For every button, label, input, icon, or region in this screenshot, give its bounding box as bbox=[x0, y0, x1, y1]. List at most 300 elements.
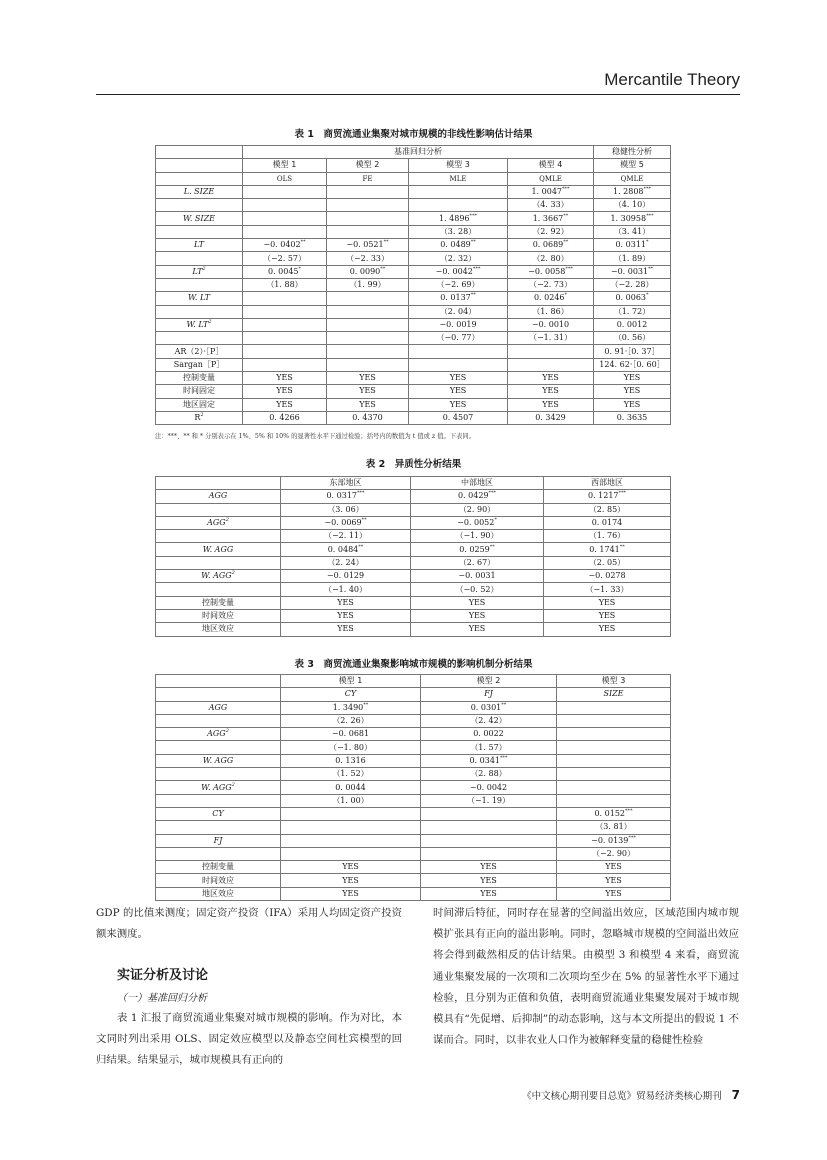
table3-caption: 表 3 商贸流通业集聚影响城市规模的影响机制分析结果 bbox=[294, 659, 533, 670]
table3-models-row bbox=[156, 675, 671, 688]
table1-cell: YES bbox=[243, 372, 327, 385]
table1-row-label bbox=[156, 278, 243, 291]
table1-cell: （1. 72） bbox=[594, 305, 671, 318]
table3-cell: （−1. 80） bbox=[281, 741, 421, 754]
table3-row bbox=[156, 834, 671, 847]
table1-cell: 0. 91·［0. 37］ bbox=[594, 345, 671, 358]
table2-cell: （−1. 40） bbox=[281, 583, 411, 596]
table1-cell: 0. 0689** bbox=[508, 239, 594, 252]
table2-cell: （−1. 90） bbox=[411, 530, 544, 543]
table3-row bbox=[156, 754, 671, 767]
table2-row bbox=[156, 583, 671, 596]
table1-row-label bbox=[156, 225, 243, 238]
table2-cell: YES bbox=[281, 596, 411, 609]
table3-dep: SIZE bbox=[557, 688, 671, 701]
table1-cell: YES bbox=[594, 372, 671, 385]
table2-row bbox=[156, 490, 671, 503]
table1-cell bbox=[243, 212, 327, 225]
table1-row bbox=[156, 292, 671, 305]
table1-cell: −0. 0402** bbox=[243, 239, 327, 252]
table1-cell bbox=[327, 225, 409, 238]
table1-row bbox=[156, 345, 671, 358]
table1-cell bbox=[243, 199, 327, 212]
table1-cell: （−2. 28） bbox=[594, 278, 671, 291]
table1-cell bbox=[327, 212, 409, 225]
table2-cell: （2. 90） bbox=[411, 503, 544, 516]
table1-row-label bbox=[156, 252, 243, 265]
table1-cell: （2. 32） bbox=[409, 252, 508, 265]
table1-cell: （1. 89） bbox=[594, 252, 671, 265]
table1-row-label: 地区固定 bbox=[156, 398, 243, 411]
table1-method: FE bbox=[327, 172, 409, 185]
table3-cell: （1. 57） bbox=[421, 741, 557, 754]
table3-cell bbox=[557, 794, 671, 807]
table2-row bbox=[156, 609, 671, 622]
table1-cell: 0. 0045* bbox=[243, 265, 327, 278]
table1-cell: （−2. 73） bbox=[508, 278, 594, 291]
table1-cell: （2. 92） bbox=[508, 225, 594, 238]
table3-cell: YES bbox=[421, 874, 557, 887]
table2-row-label: W. AGG bbox=[156, 543, 281, 556]
table1-row bbox=[156, 239, 671, 252]
table2-col-east: 东部地区 bbox=[281, 477, 411, 490]
table3-row-label: W. AGG bbox=[156, 754, 281, 767]
table1-row-label: Sargan［P］ bbox=[156, 358, 243, 371]
table1-cell: 1. 0047*** bbox=[508, 185, 594, 198]
table3-cell: （1. 52） bbox=[281, 768, 421, 781]
table1-model: 模型 5 bbox=[594, 159, 671, 172]
table2-cell: 0. 0259** bbox=[411, 543, 544, 556]
table2-cell: 0. 0429*** bbox=[411, 490, 544, 503]
table2-cell: −0. 0031 bbox=[411, 570, 544, 583]
table1-cell: 0. 4507 bbox=[409, 411, 508, 424]
table2-col-west: 西部地区 bbox=[544, 477, 671, 490]
table3-row bbox=[156, 701, 671, 714]
table2-row-label bbox=[156, 556, 281, 569]
table1-cell: 1. 3667** bbox=[508, 212, 594, 225]
table1-row-label: $R^2$ bbox=[156, 411, 243, 424]
table1-cell: 0. 0012 bbox=[594, 318, 671, 331]
table1-cell: −0. 0058*** bbox=[508, 265, 594, 278]
table1-cell: 0. 0246* bbox=[508, 292, 594, 305]
table1-cell: YES bbox=[508, 385, 594, 398]
table1-cell bbox=[243, 332, 327, 345]
table2 bbox=[155, 476, 671, 637]
table1-cell: 0. 0063* bbox=[594, 292, 671, 305]
table1-cell bbox=[243, 305, 327, 318]
table3-cell: （−1. 19） bbox=[421, 794, 557, 807]
table3-cell: 0. 0301** bbox=[421, 701, 557, 714]
table3-dep: CY bbox=[281, 688, 421, 701]
table3-cell: −0. 0681 bbox=[281, 728, 421, 741]
table1-cell: （−2. 69） bbox=[409, 278, 508, 291]
table3-row bbox=[156, 728, 671, 741]
table3-cell bbox=[421, 807, 557, 820]
table1-row bbox=[156, 212, 671, 225]
table1-cell: （4. 33） bbox=[508, 199, 594, 212]
table2-cell: YES bbox=[411, 623, 544, 636]
table2-cell: YES bbox=[544, 596, 671, 609]
table3-cell: （2. 88） bbox=[421, 768, 557, 781]
table2-row bbox=[156, 543, 671, 556]
table1-method: MLE bbox=[409, 172, 508, 185]
subsection-title: （一）基准回归分析 bbox=[117, 993, 207, 1004]
table2-row bbox=[156, 596, 671, 609]
table1-cell bbox=[327, 345, 409, 358]
table3-cell bbox=[557, 754, 671, 767]
table1-cell: −0. 0010 bbox=[508, 318, 594, 331]
table1-row-label: AR（2）·［P］ bbox=[156, 345, 243, 358]
table3-cell: −0. 0042 bbox=[421, 781, 557, 794]
table1-row-label bbox=[156, 332, 243, 345]
table1-cell bbox=[327, 332, 409, 345]
table1-cell bbox=[243, 318, 327, 331]
table1-row-label bbox=[156, 305, 243, 318]
table1-cell: （−0. 77） bbox=[409, 332, 508, 345]
table2-cell: YES bbox=[411, 596, 544, 609]
table3-cell: （3. 81） bbox=[557, 821, 671, 834]
table3-cell bbox=[557, 768, 671, 781]
table1-cell: （3. 28） bbox=[409, 225, 508, 238]
table1-cell: YES bbox=[243, 398, 327, 411]
table3-cell bbox=[421, 821, 557, 834]
table3-row-label: CY bbox=[156, 807, 281, 820]
table1-cell: （1. 99） bbox=[327, 278, 409, 291]
table3-row-label: 时间效应 bbox=[156, 874, 281, 887]
table1-cell: 0. 0090** bbox=[327, 265, 409, 278]
table1-cell: YES bbox=[508, 372, 594, 385]
table3-cell: （1. 00） bbox=[281, 794, 421, 807]
table1-group-baseline: 基准回归分析 bbox=[243, 146, 594, 159]
table1-model: 模型 2 bbox=[327, 159, 409, 172]
table2-cell: （3. 06） bbox=[281, 503, 411, 516]
table2-cell: 0. 0317*** bbox=[281, 490, 411, 503]
table1-row bbox=[156, 265, 671, 278]
table1-model: 模型 1 bbox=[243, 159, 327, 172]
table3-row-label: FJ bbox=[156, 834, 281, 847]
table1-row-label: $LT^2$ bbox=[156, 265, 243, 278]
right-body-paragraph: 时间滞后特征，同时存在显著的空间溢出效应，区域范围内城市规模扩张具有正向的溢出影响。同时，忽略城市规模的空间溢出效应将会得到截然相反的估计结果。由模型 3 和模型 4 来看，商贸流通业集聚发展的一次项和二次项均至少在 5% 的显著性水平下通过检验，且分别为正值和负值，表明商贸流通业集聚发展对于城市规模具有“先促增、后抑制”的动态影响，这与本文所提出的假说 1 不谋而合。同时，以非农业人口作为被解释变量的稳健性检验 bbox=[433, 907, 739, 1047]
table3-row-label: AGG$^2$ bbox=[156, 728, 281, 741]
table1-cell: YES bbox=[594, 385, 671, 398]
table1-cell bbox=[409, 199, 508, 212]
table1-cell: 0. 4370 bbox=[327, 411, 409, 424]
table3-row bbox=[156, 768, 671, 781]
table3-row-label: AGG bbox=[156, 701, 281, 714]
table1-cell bbox=[243, 358, 327, 371]
table1-row bbox=[156, 318, 671, 331]
table2-row bbox=[156, 556, 671, 569]
table1-row-label bbox=[156, 199, 243, 212]
table2-cell: 0. 0484** bbox=[281, 543, 411, 556]
table1-row bbox=[156, 278, 671, 291]
table1-cell bbox=[243, 185, 327, 198]
left-intro-paragraph: GDP 的比值来测度；固定资产投资（IFA）采用人均固定资产投资额来测度。 bbox=[96, 907, 402, 941]
table1-row bbox=[156, 252, 671, 265]
table3-cell bbox=[557, 781, 671, 794]
table1-cell: YES bbox=[327, 372, 409, 385]
footer-source: 《中文核心期刊要目总览》贸易经济类核心期刊 bbox=[522, 1091, 722, 1102]
table2-row bbox=[156, 530, 671, 543]
table3-cell bbox=[557, 701, 671, 714]
table1-cell: −0. 0042*** bbox=[409, 265, 508, 278]
table1-cell bbox=[409, 345, 508, 358]
table1-cell bbox=[508, 345, 594, 358]
table2-cell: （2. 05） bbox=[544, 556, 671, 569]
table1-cell bbox=[409, 358, 508, 371]
table1-row-label: 控制变量 bbox=[156, 372, 243, 385]
table2-cell: （−2. 11） bbox=[281, 530, 411, 543]
table3-deps-row bbox=[156, 688, 671, 701]
table3-row-label bbox=[156, 768, 281, 781]
table1-row-label: LT bbox=[156, 239, 243, 252]
table3-cell: YES bbox=[281, 887, 421, 900]
table2-row-label: 控制变量 bbox=[156, 596, 281, 609]
table3-row-label bbox=[156, 794, 281, 807]
table3-cell: （−2. 90） bbox=[557, 847, 671, 860]
table2-cell: −0. 0069** bbox=[281, 516, 411, 529]
table1-method: QMLE bbox=[594, 172, 671, 185]
table1-caption: 表 1 商贸流通业集聚对城市规模的非线性影响估计结果 bbox=[294, 129, 533, 140]
table1-cell: −0. 0031** bbox=[594, 265, 671, 278]
table1-row-label: W. $LT^2$ bbox=[156, 318, 243, 331]
table1-cell: （2. 80） bbox=[508, 252, 594, 265]
table1-row-label: 时间固定 bbox=[156, 385, 243, 398]
table2-row bbox=[156, 503, 671, 516]
table2-cell: 0. 1741** bbox=[544, 543, 671, 556]
table1-method: QMLE bbox=[508, 172, 594, 185]
table2-cell: （−0. 52） bbox=[411, 583, 544, 596]
table1-row bbox=[156, 199, 671, 212]
table2-cell: （2. 67） bbox=[411, 556, 544, 569]
header-rule bbox=[96, 94, 740, 95]
table2-cell: （2. 24） bbox=[281, 556, 411, 569]
table3-cell: YES bbox=[421, 861, 557, 874]
table3-row-label: 控制变量 bbox=[156, 861, 281, 874]
table3-row-label bbox=[156, 847, 281, 860]
table3-cell: 0. 0022 bbox=[421, 728, 557, 741]
table1-cell: （3. 41） bbox=[594, 225, 671, 238]
table3-row bbox=[156, 874, 671, 887]
table1-cell: YES bbox=[243, 385, 327, 398]
table1-cell: （1. 86） bbox=[508, 305, 594, 318]
table3-row bbox=[156, 714, 671, 727]
table3-cell bbox=[557, 728, 671, 741]
table3-cell: （2. 26） bbox=[281, 714, 421, 727]
table1-cell: 0. 0311* bbox=[594, 239, 671, 252]
table1-cell: 1. 4896*** bbox=[409, 212, 508, 225]
table3-cell: YES bbox=[557, 887, 671, 900]
table1-row bbox=[156, 305, 671, 318]
table1-cell: YES bbox=[594, 398, 671, 411]
table3-cell bbox=[281, 821, 421, 834]
table3-cell bbox=[281, 834, 421, 847]
table3-row bbox=[156, 821, 671, 834]
table1-group-robust: 稳健性分析 bbox=[594, 146, 671, 159]
table2-row-label: 地区效应 bbox=[156, 623, 281, 636]
table1-cell: 0. 0137** bbox=[409, 292, 508, 305]
table1-row bbox=[156, 332, 671, 345]
table1-cell: （−2. 33） bbox=[327, 252, 409, 265]
table3-cell: YES bbox=[557, 861, 671, 874]
table2-cell: −0. 0052* bbox=[411, 516, 544, 529]
table1-row bbox=[156, 385, 671, 398]
table3-cell: YES bbox=[557, 874, 671, 887]
table3-cell bbox=[557, 714, 671, 727]
table1-cell: （0. 56） bbox=[594, 332, 671, 345]
table2-row-label: AGG$^2$ bbox=[156, 516, 281, 529]
table3-cell bbox=[421, 847, 557, 860]
table2-row bbox=[156, 623, 671, 636]
left-body-paragraph: 表 1 汇报了商贸流通业集聚对城市规模的影响。作为对比，本文同时列出采用 OLS、固定效应模型以及静态空间杜宾模型的回归结果。结果显示，城市规模具有正向的 bbox=[96, 1012, 402, 1067]
table1-cell: 0. 3429 bbox=[508, 411, 594, 424]
table3-cell: 0. 0152*** bbox=[557, 807, 671, 820]
table3-row-label bbox=[156, 714, 281, 727]
table1-cell: YES bbox=[409, 398, 508, 411]
table1-cell: （2. 04） bbox=[409, 305, 508, 318]
table1-cell bbox=[327, 318, 409, 331]
table2-row-label bbox=[156, 503, 281, 516]
table2-header-row bbox=[156, 477, 671, 490]
table1-cell: −0. 0019 bbox=[409, 318, 508, 331]
table1-cell bbox=[327, 185, 409, 198]
table1-cell: （−2. 57） bbox=[243, 252, 327, 265]
table1-cell: 1. 30958*** bbox=[594, 212, 671, 225]
table2-row bbox=[156, 570, 671, 583]
table2-cell: YES bbox=[544, 623, 671, 636]
table1-cell bbox=[327, 305, 409, 318]
table2-cell: YES bbox=[411, 609, 544, 622]
table2-cell: YES bbox=[544, 609, 671, 622]
table1 bbox=[155, 145, 671, 425]
table2-caption: 表 2 异质性分析结果 bbox=[365, 459, 462, 470]
table3-row-label: W. AGG$^2$ bbox=[156, 781, 281, 794]
table2-row-label: 时间效应 bbox=[156, 609, 281, 622]
table1-cell bbox=[327, 199, 409, 212]
table3-row bbox=[156, 847, 671, 860]
table3-cell: YES bbox=[281, 874, 421, 887]
table3-row-label bbox=[156, 741, 281, 754]
table2-cell: （1. 76） bbox=[544, 530, 671, 543]
table1-cell: 0. 4266 bbox=[243, 411, 327, 424]
table3-cell bbox=[281, 847, 421, 860]
table1-cell: YES bbox=[409, 385, 508, 398]
table2-cell: −0. 0129 bbox=[281, 570, 411, 583]
table3-cell: 1. 3490** bbox=[281, 701, 421, 714]
table3-row bbox=[156, 887, 671, 900]
table3-model: 模型 2 bbox=[421, 675, 557, 688]
table2-row-label: W. AGG$^2$ bbox=[156, 570, 281, 583]
table1-cell: YES bbox=[508, 398, 594, 411]
table1-model: 模型 3 bbox=[409, 159, 508, 172]
table3-row bbox=[156, 741, 671, 754]
table1-method: OLS bbox=[243, 172, 327, 185]
journal-header: Mercantile Theory bbox=[604, 70, 740, 89]
table2-cell: （2. 85） bbox=[544, 503, 671, 516]
table2-cell: −0. 0278 bbox=[544, 570, 671, 583]
table2-row-label bbox=[156, 530, 281, 543]
table3-dep: FJ bbox=[421, 688, 557, 701]
table1-cell: 0. 3635 bbox=[594, 411, 671, 424]
page-number: 7 bbox=[731, 1088, 740, 1102]
page-footer bbox=[420, 1088, 740, 1102]
table2-cell: YES bbox=[281, 609, 411, 622]
table2-cell: 0. 1217*** bbox=[544, 490, 671, 503]
table2-cell: 0. 0174 bbox=[544, 516, 671, 529]
table1-row bbox=[156, 225, 671, 238]
table3-cell: （2. 42） bbox=[421, 714, 557, 727]
table2-row-label: AGG bbox=[156, 490, 281, 503]
table1-methods-row bbox=[156, 172, 671, 185]
table1-group-row bbox=[156, 146, 671, 159]
table1-row bbox=[156, 358, 671, 371]
table1-note: 注：***、** 和 * 分别表示在 1%、5% 和 10% 的显著性水平下通过检验；括号内的数值为 t 值或 z 值。下表同。 bbox=[155, 433, 476, 440]
table3-cell: 0. 0341*** bbox=[421, 754, 557, 767]
table1-row bbox=[156, 372, 671, 385]
table3-cell: YES bbox=[281, 861, 421, 874]
table3-cell bbox=[557, 741, 671, 754]
table3-row bbox=[156, 861, 671, 874]
table1-cell: YES bbox=[409, 372, 508, 385]
table1-cell bbox=[327, 292, 409, 305]
table1-models-row bbox=[156, 159, 671, 172]
table3-row bbox=[156, 807, 671, 820]
table3-cell bbox=[421, 834, 557, 847]
table1-cell: YES bbox=[327, 385, 409, 398]
table2-col-central: 中部地区 bbox=[411, 477, 544, 490]
table1-cell bbox=[508, 358, 594, 371]
table1-row bbox=[156, 185, 671, 198]
table2-row bbox=[156, 516, 671, 529]
table3-row bbox=[156, 794, 671, 807]
table3-cell: 0. 1316 bbox=[281, 754, 421, 767]
table3-model: 模型 1 bbox=[281, 675, 421, 688]
section-title: 实证分析及讨论 bbox=[117, 968, 209, 983]
table3-row-label: 地区效应 bbox=[156, 887, 281, 900]
table1-cell: （−1. 31） bbox=[508, 332, 594, 345]
table1-cell: （4. 10） bbox=[594, 199, 671, 212]
table1-cell bbox=[243, 345, 327, 358]
table2-row-label bbox=[156, 583, 281, 596]
table1-cell bbox=[409, 185, 508, 198]
table1-cell: （1. 88） bbox=[243, 278, 327, 291]
table3-row bbox=[156, 781, 671, 794]
table3-cell bbox=[281, 807, 421, 820]
table1-cell: −0. 0521** bbox=[327, 239, 409, 252]
table1-cell: 1. 2808*** bbox=[594, 185, 671, 198]
table1-cell: 124. 62·［0. 60］ bbox=[594, 358, 671, 371]
table1-row-label: W. LT bbox=[156, 292, 243, 305]
table3-model: 模型 3 bbox=[557, 675, 671, 688]
table1-cell bbox=[327, 358, 409, 371]
table2-cell: YES bbox=[281, 623, 411, 636]
table1-cell: 0. 0489** bbox=[409, 239, 508, 252]
table3-cell: −0. 0139*** bbox=[557, 834, 671, 847]
table1-cell bbox=[243, 292, 327, 305]
table1-cell: YES bbox=[327, 398, 409, 411]
table3 bbox=[155, 674, 671, 901]
table1-row-label: L. SIZE bbox=[156, 185, 243, 198]
table1-row bbox=[156, 398, 671, 411]
table3-cell: 0. 0044 bbox=[281, 781, 421, 794]
table3-cell: YES bbox=[421, 887, 557, 900]
table1-row bbox=[156, 411, 671, 424]
table2-cell: （−1. 33） bbox=[544, 583, 671, 596]
table1-row-label: W. SIZE bbox=[156, 212, 243, 225]
table3-row-label bbox=[156, 821, 281, 834]
table1-model: 模型 4 bbox=[508, 159, 594, 172]
table1-cell bbox=[243, 225, 327, 238]
